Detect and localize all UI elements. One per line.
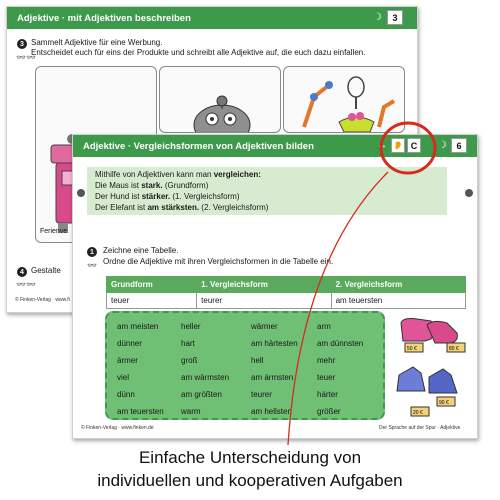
price-tag: 80 € [449,346,459,352]
word-item: teuer [317,373,336,382]
task-1-line-2: Ordne die Adjektive mit ihren Vergleichsformen in die Tabelle ein. [103,257,334,266]
back-page-number: 3 [387,10,403,25]
word-item: dünner [117,339,142,348]
pointer-line [288,172,388,445]
intro-line-4: Der Elefant ist am stärksten. (2. Vergleichsform) [95,203,269,212]
word-item: viel [117,373,130,382]
task-1-number: 1 [87,247,97,257]
word-item: am härtesten [251,339,298,348]
table-header: 2. Vergleichsform [331,277,465,293]
task-3-number: 3 [17,39,27,49]
word-item: am meisten [117,322,159,331]
word-item: größer [317,407,341,416]
word-item: am hellsten [251,407,292,416]
table-header: 1. Vergleichsform [197,277,331,293]
price-tag: 50 € [407,346,417,352]
task-4-text: Gestalte [31,266,61,275]
partner-work-icon: 👓👓 [16,280,36,289]
caption-line-2: individuellen und kooperativen Aufgaben [97,471,403,490]
word-item: am teuersten [117,407,164,416]
table-cell: teuer [107,293,197,309]
word-item: hell [251,356,264,365]
arrow-icon: → [377,140,387,151]
word-item: mehr [317,356,336,365]
word-item: am größten [181,390,222,399]
back-footer: © Finken-Verlag · www.fi [15,297,70,303]
word-item: ärmer [117,356,138,365]
front-worksheet-title: Adjektive · Vergleichsformen von Adjektiven bilden [83,140,314,152]
picture-label: Ferienve [40,228,68,235]
task-3-line-1: Sammelt Adjektive für eine Werbung. [31,38,163,47]
intro-line-1: Mithilfe von Adjektiven kann man vergleichen: [95,170,261,179]
word-item: arm [317,322,331,331]
word-item: am dünnsten [317,339,364,348]
word-item: groß [181,356,198,365]
word-item: dünn [117,390,135,399]
intro-line-2: Die Maus ist stark. (Grundform) [95,181,209,190]
highlight-circle [381,123,435,173]
task-1-line-1: Zeichne eine Tabelle. [103,246,179,255]
task-4-number: 4 [17,267,27,277]
moon-icon: ☽ [373,12,382,23]
price-tag: 90 € [439,400,449,406]
front-footer-left: © Finken-Verlag · www.finken.de [81,425,154,431]
word-item: heller [181,322,201,331]
single-work-icon: 👓 [87,261,97,270]
table-header: Grundform [107,277,197,293]
level-badge: C [407,138,421,153]
word-item: hart [181,339,195,348]
task-3-line-2: Entscheidet euch für eins der Produkte und schreibt alle Adjektive auf, die euch dazu einfallen. [31,48,366,57]
partner-work-icon: 👓👓 [16,53,36,62]
table-cell: teurer [197,293,331,309]
word-item: warm [181,407,201,416]
front-footer-right: Der Sprache auf der Spur · Adjektive [379,425,461,431]
word-item: härter [317,390,338,399]
price-tag: 20 € [413,410,423,416]
word-item: am ärmsten [251,373,294,382]
table-cell: am teuersten [331,293,465,309]
moon-icon: ☽ [438,140,447,151]
word-item: teurer [251,390,272,399]
word-item: am wärmsten [181,373,230,382]
single-work-icon: 👂 [391,138,405,153]
caption-line-1: Einfache Unterscheidung von [138,448,362,467]
front-page-number: 6 [451,138,467,153]
word-item: wärmer [251,322,278,331]
intro-line-3: Der Hund ist stärker. (1. Vergleichsform) [95,192,240,201]
back-worksheet-title: Adjektive · mit Adjektiven beschreiben [17,12,191,24]
